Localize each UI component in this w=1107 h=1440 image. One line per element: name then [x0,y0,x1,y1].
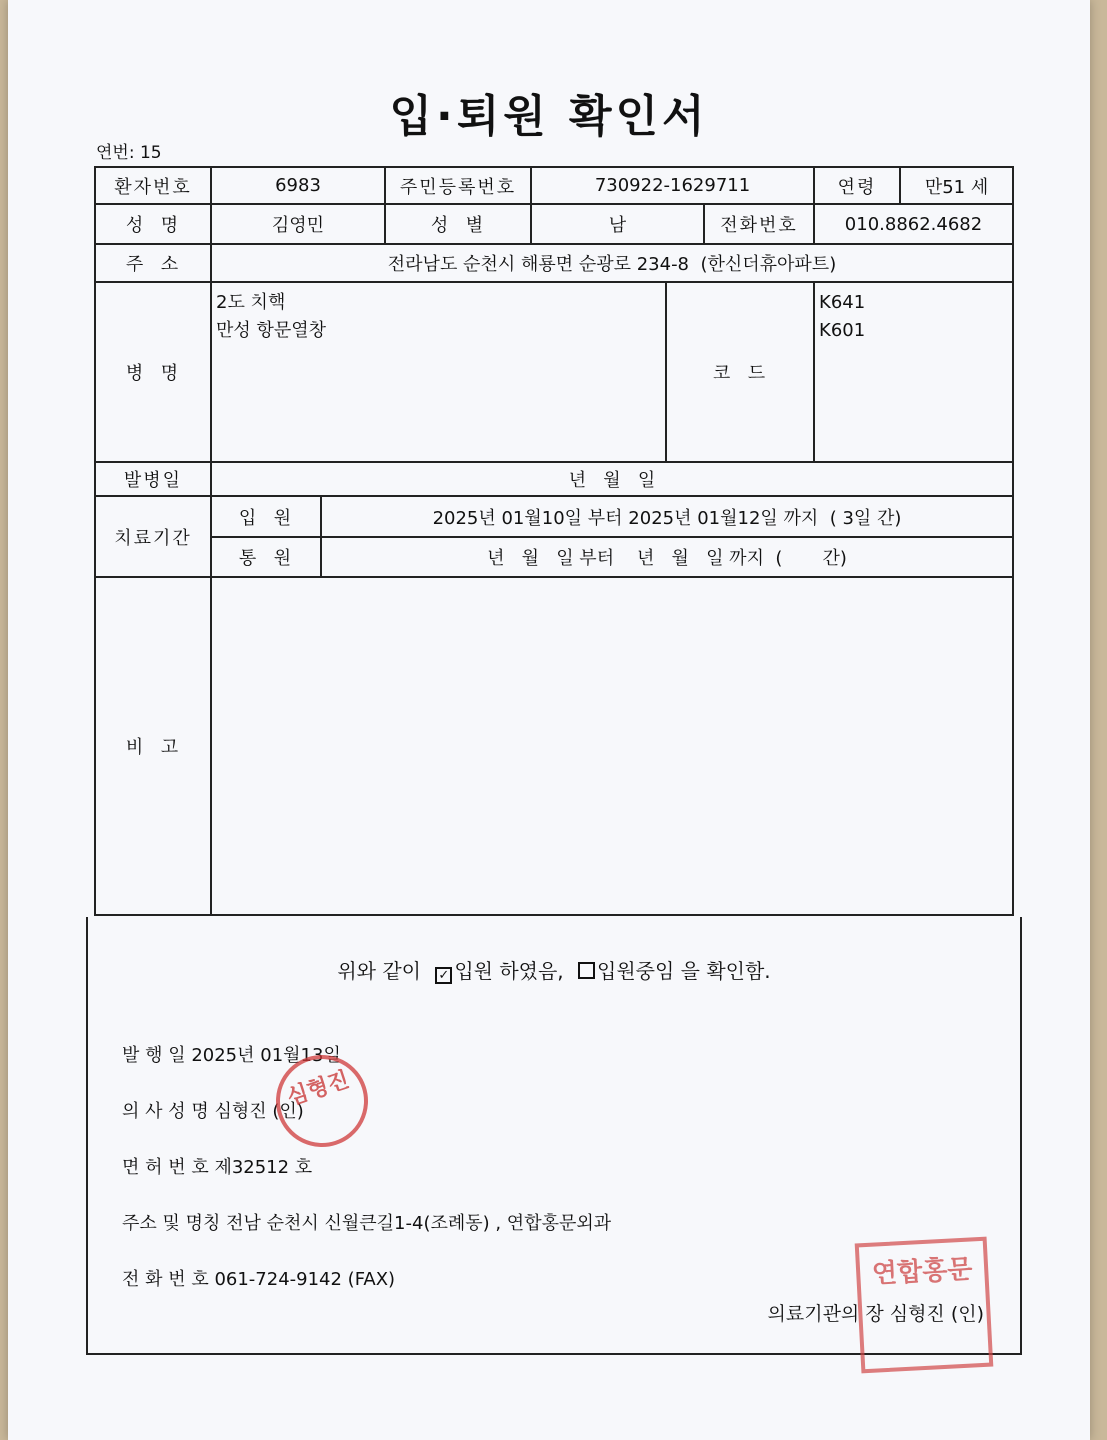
institution-head: 의료기관의 장 심형진 (인) [767,1303,984,1325]
rrn-value: 730922-1629711 [531,167,814,204]
inpatient-value: 2025년 01월10일 부터 2025년 01월12일 까지 ( 3일 간) [321,496,1013,537]
issue-date: 발 행 일 2025년 01월13일 [122,1045,341,1066]
institution-address: 주소 및 명칭 전남 순천시 신월큰길1-4(조례동) , 연합홍문외과 [122,1213,612,1234]
name-value: 김영민 [211,204,385,244]
rrn-label: 주민등록번호 [385,167,531,204]
name-label: 성 명 [95,204,211,244]
inpatient-label: 입 원 [211,496,321,537]
address-value: 전라남도 순천시 해룡면 순광로 234-8 (한신더휴아파트) [211,244,1013,282]
remarks-label: 비 고 [95,577,211,915]
doctor-seal-stamp: 심형진 [264,1043,380,1159]
confirm-option-inpatient: 입원중임 을 확인함. [597,959,771,983]
patient-form-table [94,166,1014,916]
license-number: 면 허 번 호 제32512 호 [122,1157,313,1178]
institution-seal-stamp: 연합홍문 [855,1237,994,1374]
age-label: 연령 [814,167,900,204]
diagnosis-list [211,282,666,462]
code-item: K641 [819,292,866,313]
sex-value: 남 [531,204,704,244]
confirm-option-admitted: 입원 하였음, [454,959,564,983]
age-value: 만51 세 [900,167,1013,204]
code-list [814,282,1013,462]
diagnosis-label: 병 명 [95,282,211,462]
checkmark-icon: ✓ [438,968,450,983]
phone-value: 010.8862.4682 [814,204,1013,244]
code-item: K601 [819,320,866,341]
document-page [8,0,1090,1440]
outpatient-label: 통 원 [211,537,321,577]
checked-checkbox [435,967,452,984]
diagnosis-item: 만성 항문열창 [216,320,327,341]
confirmation-statement [88,955,1020,984]
remarks-value [211,577,1013,915]
address-label: 주 소 [95,244,211,282]
code-label: 코 드 [666,282,814,462]
treatment-label: 치료기간 [95,496,211,577]
doctor-name: 의 사 성 명 심형진 (인) [122,1101,304,1122]
patient-no-value: 6983 [211,167,385,204]
document-title: 입·퇴원 확인서 [389,91,709,142]
confirm-prefix: 위와 같이 [337,959,421,983]
outpatient-value: 년 월 일 부터 년 월 일 까지 ( 간) [321,537,1013,577]
sex-label: 성 별 [385,204,531,244]
diagnosis-item: 2도 치핵 [216,292,286,313]
institution-phone: 전 화 번 호 061-724-9142 (FAX) [122,1269,396,1290]
onset-value: 년 월 일 [211,462,1013,496]
onset-label: 발병일 [95,462,211,496]
patient-no-label: 환자번호 [95,167,211,204]
unchecked-checkbox [578,962,595,979]
phone-label: 전화번호 [704,204,814,244]
serial-number: 연번: 15 [96,143,162,163]
